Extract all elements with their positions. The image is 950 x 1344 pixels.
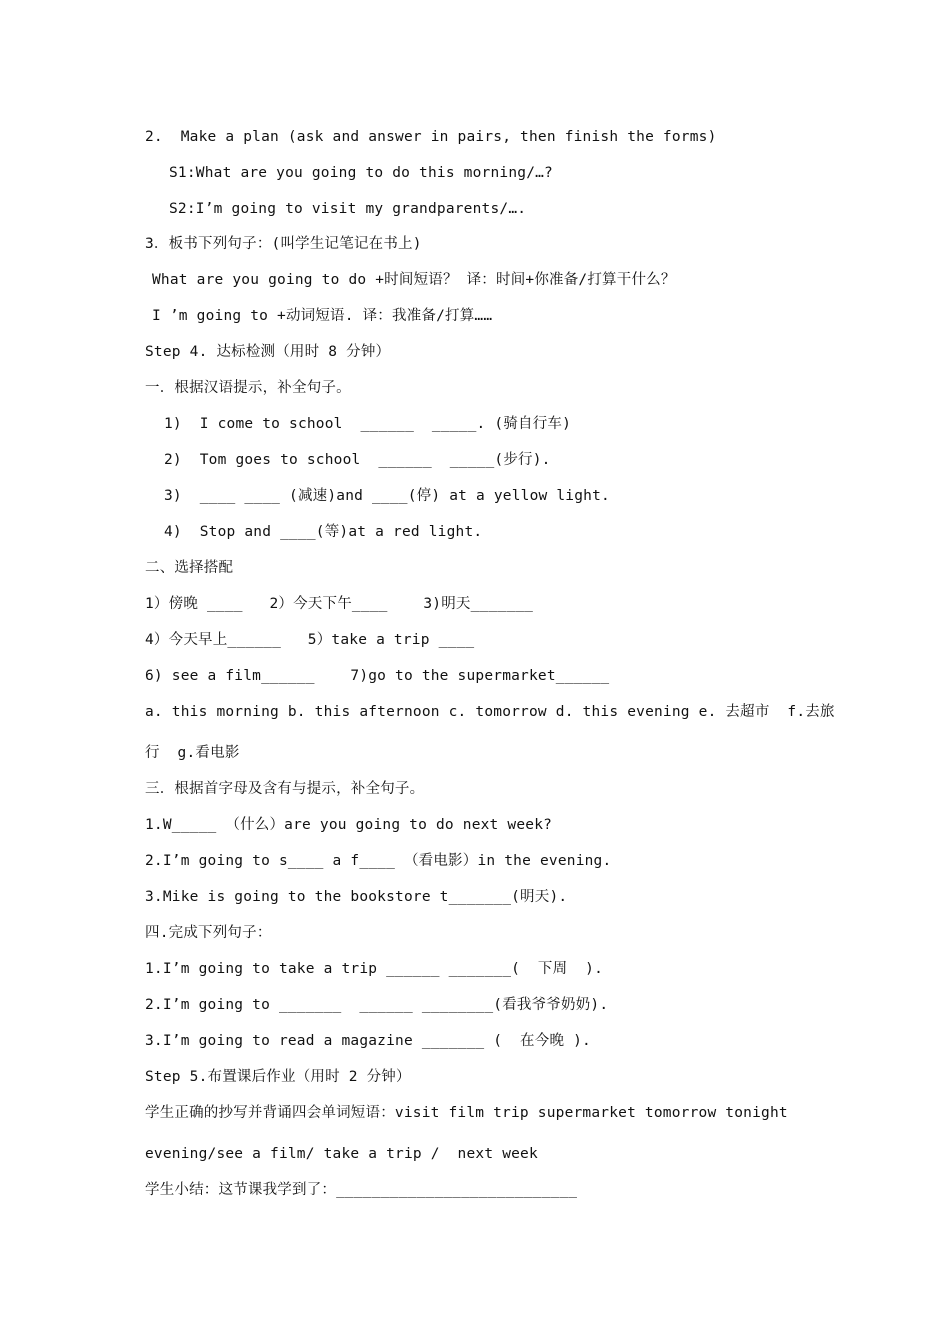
- step4-heading: Step 4. 达标检测（用时 8 分钟）: [145, 344, 391, 360]
- exercise3-item1: 1.W_____ （什么）are you going to do next week?: [145, 817, 553, 833]
- pattern-question: What are you going to do +时间短语？ 译：时间+你准备/打算干什么？: [152, 272, 676, 288]
- exercise1-item4: 4) Stop and ____(等)at a red light.: [164, 524, 483, 540]
- exercise4-item2: 2.I’m going to _______ ______ ________(看我爷爷奶奶).: [145, 997, 609, 1013]
- blackboard-heading: 3．板书下列句子：(叫学生记笔记在书上): [145, 236, 422, 252]
- matching-row2: 4）今天早上______ 5）take a trip ____: [145, 632, 475, 648]
- exercise1-item1: 1) I come to school ______ _____. (骑自行车): [164, 416, 572, 432]
- exercise3-item3: 3.Mike is going to the bookstore t_______(明天).: [145, 889, 568, 905]
- exercise1-item3: 3) ____ ____ (减速)and ____(停) at a yellow light.: [164, 488, 610, 504]
- exercise4-item3: 3.I’m going to read a magazine _______ ( 在今晚 ).: [145, 1033, 591, 1049]
- section2-heading: 二、选择搭配: [145, 560, 234, 576]
- section1-heading: 一．根据汉语提示，补全句子。: [145, 380, 351, 396]
- matching-row3: 6) see a film______ 7)go to the supermarket______: [145, 668, 610, 684]
- pattern-answer: I ’m going to +动词短语. 译：我准备/打算……: [152, 308, 493, 324]
- exercise4-item1: 1.I’m going to take a trip ______ _______( 下周 ).: [145, 961, 604, 977]
- plan-instruction: 2. Make a plan (ask and answer in pairs, then finish the forms): [145, 129, 717, 145]
- homework-line1: 学生正确的抄写并背诵四会单词短语：visit film trip supermarket tomorrow tonight: [145, 1105, 788, 1121]
- matching-options: a. this morning b. this afternoon c. tomorrow d. this evening e. 去超市 f.去旅: [145, 704, 835, 720]
- section3-heading: 三．根据首字母及含有与提示，补全句子。: [145, 781, 425, 797]
- step5-heading: Step 5.布置课后作业（用时 2 分钟）: [145, 1069, 411, 1085]
- exercise3-item2: 2.I’m going to s____ a f____ （看电影）in the evening.: [145, 853, 612, 869]
- student-summary: 学生小结：这节课我学到了：___________________________: [145, 1182, 578, 1198]
- section4-heading: 四.完成下列句子：: [145, 925, 272, 941]
- matching-options-cont: 行 g.看电影: [145, 745, 240, 761]
- dialogue-s1: S1:What are you going to do this morning/…?: [169, 165, 553, 181]
- dialogue-s2: S2:I’m going to visit my grandparents/….: [169, 201, 527, 217]
- homework-line2: evening/see a film/ take a trip / next week: [145, 1146, 538, 1162]
- exercise1-item2: 2) Tom goes to school ______ _____(步行).: [164, 452, 551, 468]
- matching-row1: 1）傍晚 ____ 2）今天下午____ 3)明天_______: [145, 596, 534, 612]
